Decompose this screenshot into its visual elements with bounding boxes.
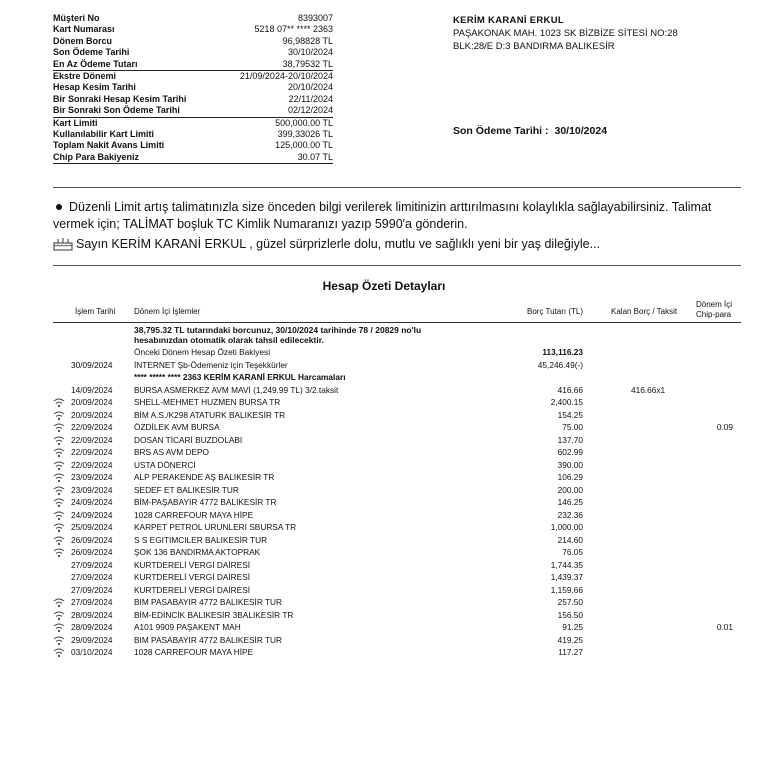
row-description: KARPET PETROL URUNLERI SBURSA TR	[134, 522, 297, 532]
table-row	[53, 497, 743, 510]
col-chip-2: Chip-para	[696, 310, 732, 319]
contactless-icon	[53, 448, 65, 458]
row-date: 26/09/2024	[71, 534, 113, 545]
customer-name: KERİM KARANİ ERKUL	[453, 15, 564, 26]
row-date: 24/09/2024	[71, 509, 113, 520]
summary-row	[53, 24, 333, 35]
row-amount: 106.29	[557, 472, 583, 482]
summary-row	[53, 13, 333, 24]
table-header-divider	[53, 322, 741, 323]
row-description: BİM A.S./K298 ATATURK BALIKESİR TR	[134, 409, 286, 420]
row-date: 26/09/2024	[71, 547, 113, 557]
row-amount: 390.00	[557, 459, 583, 470]
row-chip-para: 0.09	[716, 422, 733, 432]
summary-row	[53, 82, 333, 93]
row-description: ŞOK 136 BANDIRMA AKTOPRAK	[134, 547, 261, 557]
table-row	[53, 522, 743, 535]
row-amount: 257.50	[557, 597, 583, 607]
contactless-icon	[53, 623, 65, 633]
row-description: DOSAN TİCARİ BUZDOLABI	[134, 434, 243, 445]
col-desc: Dönem İçi İşlemler	[134, 307, 201, 316]
row-date: 24/09/2024	[71, 497, 113, 507]
row-description: BRS AS AVM DEPO	[134, 447, 210, 457]
table-row	[53, 622, 743, 635]
contactless-icon	[53, 486, 65, 496]
row-date: 03/10/2024	[71, 647, 113, 657]
summary-value: 38,79532 TL	[282, 58, 333, 69]
col-remaining: Kalan Borç / Taksit	[611, 307, 678, 316]
summary-label: Bir Sonraki Son Ödeme Tarihi	[53, 105, 180, 116]
row-description: USTA DÖNERCİ	[134, 459, 196, 470]
birthday-message	[53, 236, 743, 252]
address-line-2: BLK:28/E D:3 BANDIRMA BALIKESİR	[453, 41, 615, 52]
row-amount: 75.00	[562, 422, 583, 432]
table-row	[53, 472, 743, 485]
row-description: İNTERNET Şb-Ödemeniz için Teşekkürler	[134, 359, 288, 370]
row-amount: 137.70	[557, 434, 583, 445]
row-date: 22/09/2024	[71, 434, 113, 445]
table-row	[53, 585, 743, 598]
row-amount: 214.60	[557, 534, 583, 545]
table-row	[53, 422, 743, 435]
table-row	[53, 447, 743, 460]
summary-label: Kullanılabilir Kart Limiti	[53, 128, 155, 139]
limit-notice	[53, 199, 743, 232]
summary-value: 21/09/2024-20/10/2024	[239, 70, 333, 81]
row-description: BIM PASABAYIR 4772 BALIKESİR TUR	[134, 597, 283, 607]
row-amount: 416.66	[557, 384, 583, 395]
summary-label: Chip Para Bakiyeniz	[53, 151, 140, 162]
summary-label: Ekstre Dönemi	[53, 70, 117, 81]
summary-label: Hesap Kesim Tarihi	[53, 82, 136, 93]
table-row	[53, 535, 743, 548]
table-row	[53, 647, 743, 660]
row-date: 27/09/2024	[71, 559, 113, 570]
row-description: KURTDERELİ VERGİ DAİRESİ	[134, 559, 251, 570]
row-date: 30/09/2024	[71, 359, 113, 370]
row-amount: 232.36	[557, 509, 583, 520]
row-description: SEDEF ET BALIKESİR TUR	[134, 484, 239, 495]
summary-label: Bir Sonraki Hesap Kesim Tarihi	[53, 93, 187, 104]
contactless-icon	[53, 598, 65, 608]
contactless-icon	[53, 436, 65, 446]
row-description: BURSA ASMERKEZ AVM MAVİ (1,249.99 TL) 3/2.taksit	[134, 384, 339, 395]
table-row	[53, 560, 743, 573]
col-chip-1: Dönem İçi	[696, 300, 733, 309]
birthday-text: Sayın KERİM KARANİ ERKUL , güzel sürprizlerle dolu, mutlu ve sağlıklı yeni bir yaş dileğiyle...	[76, 237, 601, 251]
summary-label: Müşteri No	[53, 13, 100, 23]
contactless-icon	[53, 423, 65, 433]
row-amount: 156.50	[557, 609, 583, 620]
row-description: BİM-PAŞABAYIR 4772 BALIKESİR TR	[134, 497, 277, 507]
birthday-cake-icon	[53, 237, 73, 251]
summary-row	[53, 152, 333, 164]
row-amount: 1,744.35	[550, 559, 583, 570]
row-date: 22/09/2024	[71, 422, 113, 432]
row-amount: 146.25	[557, 497, 583, 507]
row-amount: 2,400.15	[550, 397, 583, 407]
contactless-icon	[53, 473, 65, 483]
contactless-icon	[53, 461, 65, 471]
summary-row	[53, 140, 333, 151]
row-date: 20/09/2024	[71, 409, 113, 420]
row-amount: 91.25	[562, 622, 583, 632]
address-line-1: PAŞAKONAK MAH. 1023 SK BİZBİZE SİTESİ NO:28	[453, 28, 678, 39]
transactions-table	[53, 347, 743, 660]
contactless-icon	[53, 498, 65, 508]
summary-row	[53, 118, 333, 129]
summary-label: Kart Limiti	[53, 117, 98, 128]
contactless-icon	[53, 611, 65, 621]
summary-label: Toplam Nakit Avans Limiti	[53, 140, 165, 151]
row-description: KURTDERELİ VERGİ DAİRESİ	[134, 584, 251, 595]
row-amount: 154.25	[557, 409, 583, 420]
row-description: BİM-EDİNCİK BALIKESİR 3BALIKESİR TR	[134, 609, 294, 620]
summary-label: Son Ödeme Tarihi	[53, 47, 130, 58]
row-amount: 1,000.00	[550, 522, 583, 532]
col-date: İşlem Tarihi	[75, 307, 116, 316]
auto-debit-notice	[134, 325, 421, 345]
auto-debit-line-2: hesabınızdan otomatik olarak tahsil edilecektir.	[134, 335, 324, 345]
summary-value: 399,33026 TL	[277, 128, 333, 139]
summary-row	[53, 71, 333, 82]
table-row	[53, 385, 743, 398]
contactless-icon	[53, 648, 65, 658]
row-date: 27/09/2024	[71, 584, 113, 595]
table-row	[53, 485, 743, 498]
row-date: 28/09/2024	[71, 609, 113, 620]
contactless-icon	[53, 411, 65, 421]
account-summary	[53, 13, 333, 164]
row-date: 25/09/2024	[71, 522, 113, 532]
summary-value: 20/10/2024	[287, 82, 333, 93]
row-date: 14/09/2024	[71, 384, 113, 395]
contactless-icon	[53, 548, 65, 558]
table-row	[53, 435, 743, 448]
row-description: BIM PASABAYIR 4772 BALIKESİR TUR	[134, 634, 283, 645]
summary-row	[53, 36, 333, 47]
summary-value: 500,000.00 TL	[275, 117, 333, 128]
due-date-value: 30/10/2024	[554, 125, 608, 137]
divider	[53, 265, 741, 266]
row-description: 1028 CARREFOUR MAYA HİPE	[134, 647, 254, 657]
table-row	[53, 347, 743, 360]
row-amount: 602.99	[557, 447, 583, 457]
contactless-icon	[53, 523, 65, 533]
table-row	[53, 360, 743, 373]
summary-row	[53, 94, 333, 105]
divider	[53, 187, 741, 188]
summary-value: 8393007	[297, 13, 333, 23]
due-date-label: Son Ödeme Tarihi :	[453, 125, 549, 137]
summary-value: 30.07 TL	[297, 151, 333, 162]
contactless-icon	[53, 398, 65, 408]
summary-row	[53, 105, 333, 117]
table-row	[53, 635, 743, 648]
summary-value: 96,98828 TL	[282, 35, 333, 46]
table-row	[53, 597, 743, 610]
row-installment: 416.66x1	[631, 384, 666, 395]
summary-label: Kart Numarası	[53, 24, 115, 35]
table-row	[53, 572, 743, 585]
auto-debit-line-1: 38,795.32 TL tutarındaki borcunuz, 30/10/2024 tarihinde 78 / 20829 no'lu	[134, 325, 422, 335]
row-description: **** ***** **** 2363 KERİM KARANİ ERKUL Harcamaları	[134, 372, 346, 382]
row-amount: 419.25	[557, 634, 583, 645]
row-amount: 200.00	[557, 484, 583, 495]
contactless-icon	[53, 636, 65, 646]
due-date	[453, 125, 613, 137]
row-description: ALP PERAKENDE AŞ BALIKESİR TR	[134, 472, 275, 482]
row-chip-para: 0.01	[716, 622, 733, 632]
summary-value: 125,000.00 TL	[275, 140, 333, 151]
row-amount: 113,116.23	[542, 347, 583, 357]
row-amount: 117.27	[558, 647, 583, 657]
row-amount: 1,159.66	[550, 584, 583, 595]
summary-label: Dönem Borcu	[53, 35, 113, 46]
row-date: 23/09/2024	[71, 472, 113, 482]
row-date: 27/09/2024	[71, 597, 113, 607]
table-row	[53, 460, 743, 473]
row-amount: 45,246.49(-)	[537, 359, 583, 370]
row-description: A101 9909 PAŞAKENT MAH	[134, 622, 241, 632]
row-date: 22/09/2024	[71, 447, 113, 457]
row-amount: 1,439.37	[550, 572, 583, 582]
table-header	[53, 300, 743, 322]
summary-value: 02/12/2024	[287, 105, 333, 116]
row-date: 22/09/2024	[71, 459, 113, 470]
summary-value: 5218 07** **** 2363	[254, 24, 333, 35]
contactless-icon	[53, 536, 65, 546]
details-title: Hesap Özeti Detayları	[322, 279, 446, 293]
table-row	[53, 397, 743, 410]
table-row	[53, 372, 743, 385]
row-date: 29/09/2024	[71, 634, 113, 645]
row-date: 28/09/2024	[71, 622, 113, 632]
summary-label: En Az Ödeme Tutarı	[53, 58, 138, 69]
col-amount: Borç Tutarı (TL)	[527, 307, 584, 316]
row-date: 23/09/2024	[71, 484, 113, 495]
table-row	[53, 510, 743, 523]
limit-notice-text: Düzenli Limit artış talimatınızla size önceden bilgi verilerek limitinizin arttırılmasını kolaylıkla sağlayabilirsiniz. Talimat vermek için; TALİMAT boşluk TC Kimlik Numaranızı yazıp 5990'a gönderin.	[53, 200, 712, 231]
row-description: SHELL-MEHMET HUZMEN BURSA TR	[134, 397, 281, 407]
table-row	[53, 547, 743, 560]
row-description: 1028 CARREFOUR MAYA HİPE	[134, 509, 254, 520]
customer-address	[453, 14, 753, 53]
row-description: ÖZDİLEK AVM BURSA	[134, 422, 220, 432]
row-date: 20/09/2024	[71, 397, 113, 407]
row-description: KURTDERELİ VERGİ DAİRESİ	[134, 572, 251, 582]
row-description: S S EGITIMCILER BALIKESİR TUR	[134, 534, 268, 545]
bullet-icon	[56, 204, 62, 210]
row-amount: 76.05	[562, 547, 583, 557]
summary-row	[53, 47, 333, 58]
row-description: Önceki Dönem Hesap Özeti Bakiyesi	[134, 347, 271, 357]
summary-value: 22/11/2024	[288, 93, 333, 104]
row-date: 27/09/2024	[71, 572, 113, 582]
summary-row	[53, 59, 333, 71]
table-row	[53, 610, 743, 623]
contactless-icon	[53, 511, 65, 521]
summary-row	[53, 129, 333, 140]
table-row	[53, 410, 743, 423]
summary-value: 30/10/2024	[287, 47, 333, 58]
